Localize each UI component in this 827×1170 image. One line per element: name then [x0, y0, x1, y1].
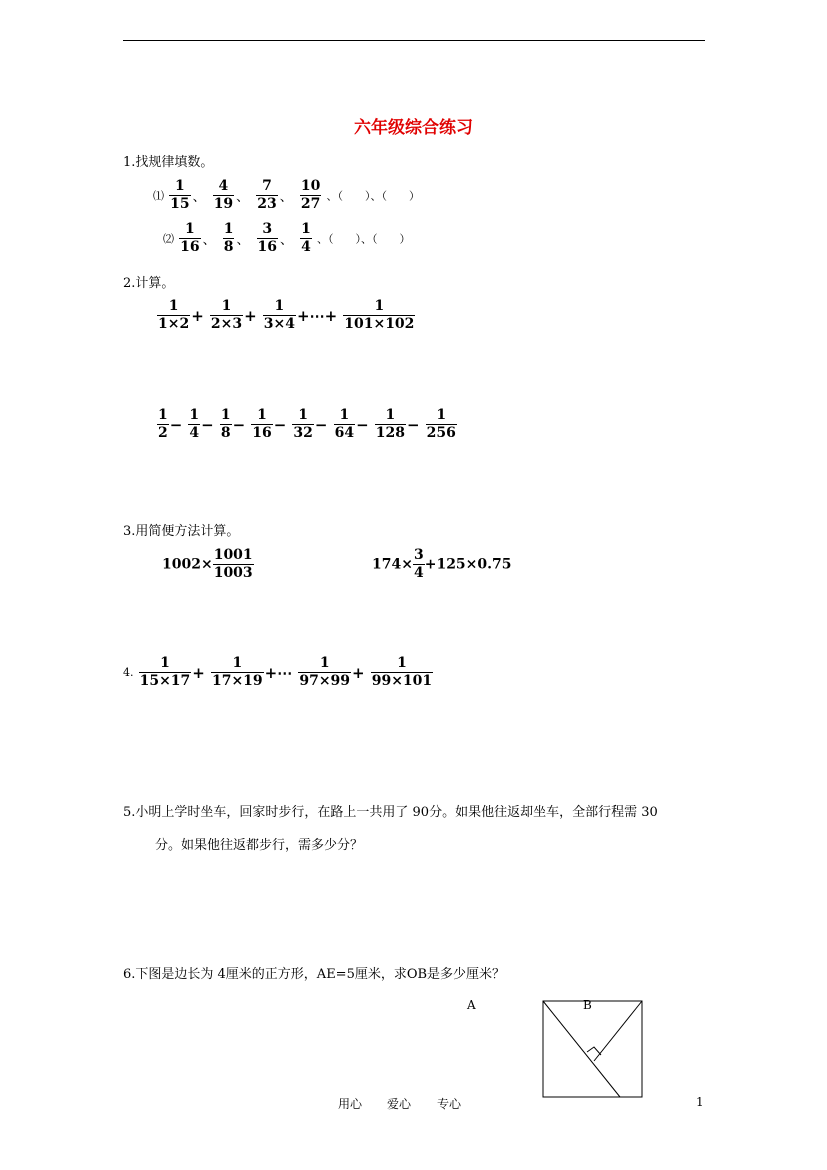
q5-line-1: 5.小明上学时坐车，回家时步行，在路上一共用了 90分。如果他往返却坐车，全部行程需 30: [123, 805, 658, 820]
point-label-a: A: [467, 998, 476, 1012]
fraction: $\frac{4}{19}$: [213, 178, 234, 212]
fraction: $\frac{1}{3\times 4}$: [263, 298, 295, 332]
q2-expression-1: $\frac{1}{1\times 2}$ + $\frac{1}{2\times 3}$ + $\frac{1}{3\times 4}$ +⋯+ $\frac{1}{101\times 102}$: [158, 298, 415, 332]
fraction: $\frac{1001}{1003}$: [213, 547, 253, 581]
fraction: $\frac{1}{99\times 101}$: [371, 655, 433, 689]
q1-row2: ⑵ $\frac{1}{16}$ 、 $\frac{1}{8}$ 、 $\frac{3}{16}$ 、 $\frac{1}{4}$ 、（ ）、（ ）: [163, 221, 411, 255]
q4-label: 4.: [123, 666, 134, 679]
fraction: $\frac{1}{97\times 99}$: [299, 655, 351, 689]
fraction: $\frac{1}{1\times 2}$: [158, 298, 190, 332]
segment-ae: [543, 1001, 620, 1097]
page-number: 1: [696, 1095, 704, 1109]
fraction: $\frac{1}{4}$: [301, 221, 311, 255]
q4-expression: 4. $\frac{1}{15\times 17}$ + $\frac{1}{17\times 19}$ +⋯ $\frac{1}{97\times 99}$ + $\frac{1}{99\times 101}$: [123, 655, 433, 689]
fraction: $\frac{7}{23}$: [257, 178, 277, 212]
q3-label: 3.用简便方法计算。: [123, 524, 240, 539]
fraction: $\frac{1}{128}$: [375, 407, 405, 441]
q1-row2-mark: ⑵: [163, 232, 174, 246]
fraction: $\frac{3}{4}$: [413, 547, 424, 581]
q2-label: 2.计算。: [123, 276, 175, 291]
fraction: $\frac{1}{8}$: [223, 221, 234, 255]
square-diagram: [540, 998, 646, 1100]
fraction: $\frac{1}{15\times 17}$: [139, 655, 191, 689]
q1-row1: ⑴ $\frac{1}{15}$ 、 $\frac{4}{19}$ 、 $\frac{7}{23}$ 、 $\frac{10}{27}$ 、（ ）、（ ）: [153, 178, 420, 212]
q1-row1-mark: ⑴: [153, 189, 164, 203]
footer-item: 用心: [338, 1097, 363, 1111]
fraction: $\frac{1}{2}$: [158, 407, 168, 441]
header-rule: [123, 40, 705, 41]
q2-expression-2: $\frac{1}{2}$ − $\frac{1}{4}$ − $\frac{1}{8}$ − $\frac{1}{16}$ − $\frac{1}{32}$ − $\frac{1}{64}$ − $\frac{1}{128}$ − $\frac{1}{256}$: [158, 407, 456, 441]
fraction: $\frac{1}{8}$: [220, 407, 231, 441]
q6-label: 6.下图是边长为 4厘米的正方形，AE=5厘米，求OB是多少厘米？: [123, 967, 506, 982]
footer-item: 爱心: [387, 1097, 412, 1111]
fraction: $\frac{1}{15}$: [170, 178, 190, 212]
right-angle-mark: [587, 1047, 601, 1055]
q5-line-2: 分。如果他往返都步行，需多少分？: [155, 838, 364, 853]
fraction: $\frac{1}{256}$: [426, 407, 456, 441]
fraction: $\frac{1}{101\times 102}$: [344, 298, 415, 332]
fraction: $\frac{1}{16}$: [180, 221, 200, 255]
fraction: $\frac{1}{16}$: [252, 407, 272, 441]
q1-row1-blanks: 、（ ）、（ ）: [326, 189, 420, 203]
footer-item: 专心: [437, 1097, 462, 1111]
point-label-b: B: [583, 998, 592, 1012]
fraction: $\frac{1}{2\times 3}$: [210, 298, 243, 332]
fraction: $\frac{1}{32}$: [293, 407, 313, 441]
q1-row2-blanks: 、（ ）、（ ）: [316, 232, 411, 246]
page-title: 六年级综合练习: [354, 118, 473, 138]
fraction: $\frac{1}{17\times 19}$: [211, 655, 263, 689]
q3-expression-a: 1002× $\frac{1001}{1003}$: [162, 547, 253, 581]
fraction: $\frac{1}{64}$: [334, 407, 355, 441]
q3-expression-b: 174× $\frac{3}{4}$ +125×0.75: [372, 547, 512, 581]
segment-bo: [594, 1001, 642, 1061]
q1-label: 1.找规律填数。: [123, 155, 214, 170]
fraction: $\frac{10}{27}$: [300, 178, 321, 212]
square-outline: [543, 1001, 642, 1097]
fraction: $\frac{1}{4}$: [189, 407, 200, 441]
fraction: $\frac{3}{16}$: [257, 221, 278, 255]
